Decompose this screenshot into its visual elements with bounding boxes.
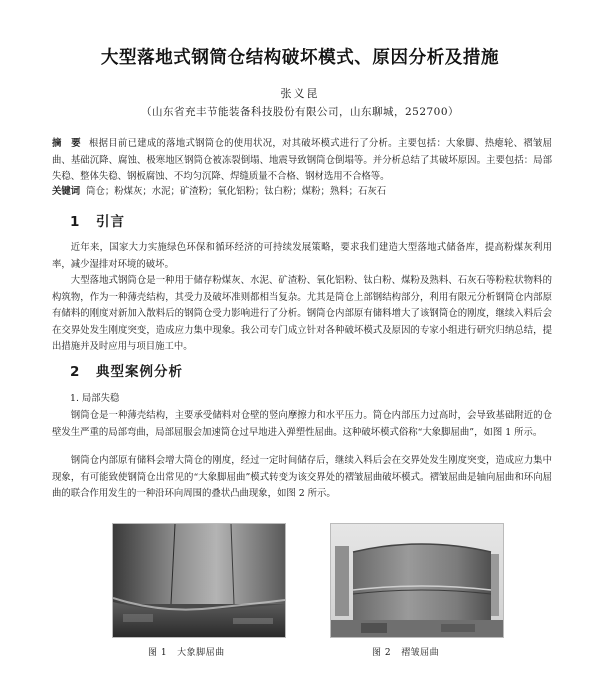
figure-2-caption-text: 褶皱屈曲 <box>401 648 440 658</box>
author-affiliation: （山东省充丰节能装备科技股份有限公司，山东聊城，252700） <box>140 106 460 118</box>
figure-2-number: 图 2 <box>372 648 392 658</box>
keywords-text: 筒仓；粉煤灰；水泥；矿渣粉；氧化铝粉；钛白粉；煤粉；熟料；石灰石 <box>86 186 387 197</box>
figure-1-caption-text: 大象脚屈曲 <box>177 648 225 658</box>
section-1-paragraph: 近年来，国家大力实施绿色环保和循环经济的可持续发展策略，要求我们建造大型落地式储备库，提高粉煤灰利用率，减少湿排对环境的破坏。 <box>52 242 552 270</box>
section-1-paragraph: 大型落地式钢筒仓是一种用于储存粉煤灰、水泥、矿渣粉、氧化铝粉、钛白粉、煤粉及熟料、石灰石等粉粒状物料的构筑物，作为一种薄壳结构，其受力及破坏准则都相当复杂。尤其是筒仓上部钢结构部分，利用有限元分析钢筒仓内部原有储料的刚度对新加入散料后的钢筒仓受力影响进行了分析。钢筒仓内部原有储料增大了该钢筒仓的刚度，继续入料后会在交界处发生刚度突变，造成应力集中现象。我公司专门成立针对各种破坏模式及原因的专家小组进行研究归纳总结，提出措施并及时应用与项目施工中。 <box>52 275 552 353</box>
figure-2-caption <box>372 645 439 658</box>
section-2-heading <box>70 360 183 380</box>
author-name: 张义昆 <box>280 87 320 100</box>
section-2-title: 典型案例分析 <box>96 364 183 380</box>
section-2-paragraph: 钢筒仓内部原有储料会增大筒仓的刚度，经过一定时间储存后，继续入料后会在交界处发生刚度突变，造成应力集中现象，有可能致使钢筒仓出常见的“大象脚屈曲”模式转变为该交界处的褶皱屈曲破坏模式。褶皱屈曲是轴向屈曲和环向屈曲的联合作用发生的一种沿环向周围的叠状凸曲现象，如图 2 所示。 <box>52 455 552 500</box>
section-1-heading <box>70 210 125 230</box>
figure-1-number: 图 1 <box>148 648 168 658</box>
section-2-paragraph: 钢筒仓是一种薄壳结构，主要承受储料对仓壁的竖向摩擦力和水平压力。筒仓内部压力过高时，会导致基础附近的仓壁发生严重的局部弯曲，局部屈服会加速筒仓过早地进入弹塑性屈曲。这种破坏模式俗称“大象脚屈曲”，如图 1 所示。 <box>52 410 552 438</box>
subsection-heading: 1. 局部失稳 <box>70 393 120 404</box>
abstract <box>52 136 552 186</box>
figure-1-illustration <box>113 524 285 637</box>
figure-1-photo <box>112 523 286 638</box>
section-1-title: 引言 <box>96 214 125 230</box>
section-2-number: 2 <box>70 364 81 380</box>
abstract-label: 摘 要 <box>52 138 81 149</box>
figure-2-photo <box>330 523 504 638</box>
abstract-text: 根据目前已建成的落地式钢筒仓的使用状况，对其破坏模式进行了分析。主要包括：大象脚、热瘪轮、褶皱屈曲、基础沉降、腐蚀、极寒地区钢筒仓被冻裂倒塌、地震导致钢筒仓倒塌等。并分析总结了其破坏原因。主要包括：局部失稳、整体失稳、钢板腐蚀、不均匀沉降、焊缝质量不合格、钢材选用不合格等。 <box>52 138 552 183</box>
figure-2-illustration <box>331 524 503 637</box>
paper-title: 大型落地式钢筒仓结构破坏模式、原因分析及措施 <box>100 48 500 68</box>
keywords-label: 关键词 <box>52 186 81 197</box>
section-1-number: 1 <box>70 214 81 230</box>
keywords <box>52 184 552 200</box>
figure-1-caption <box>148 645 225 658</box>
